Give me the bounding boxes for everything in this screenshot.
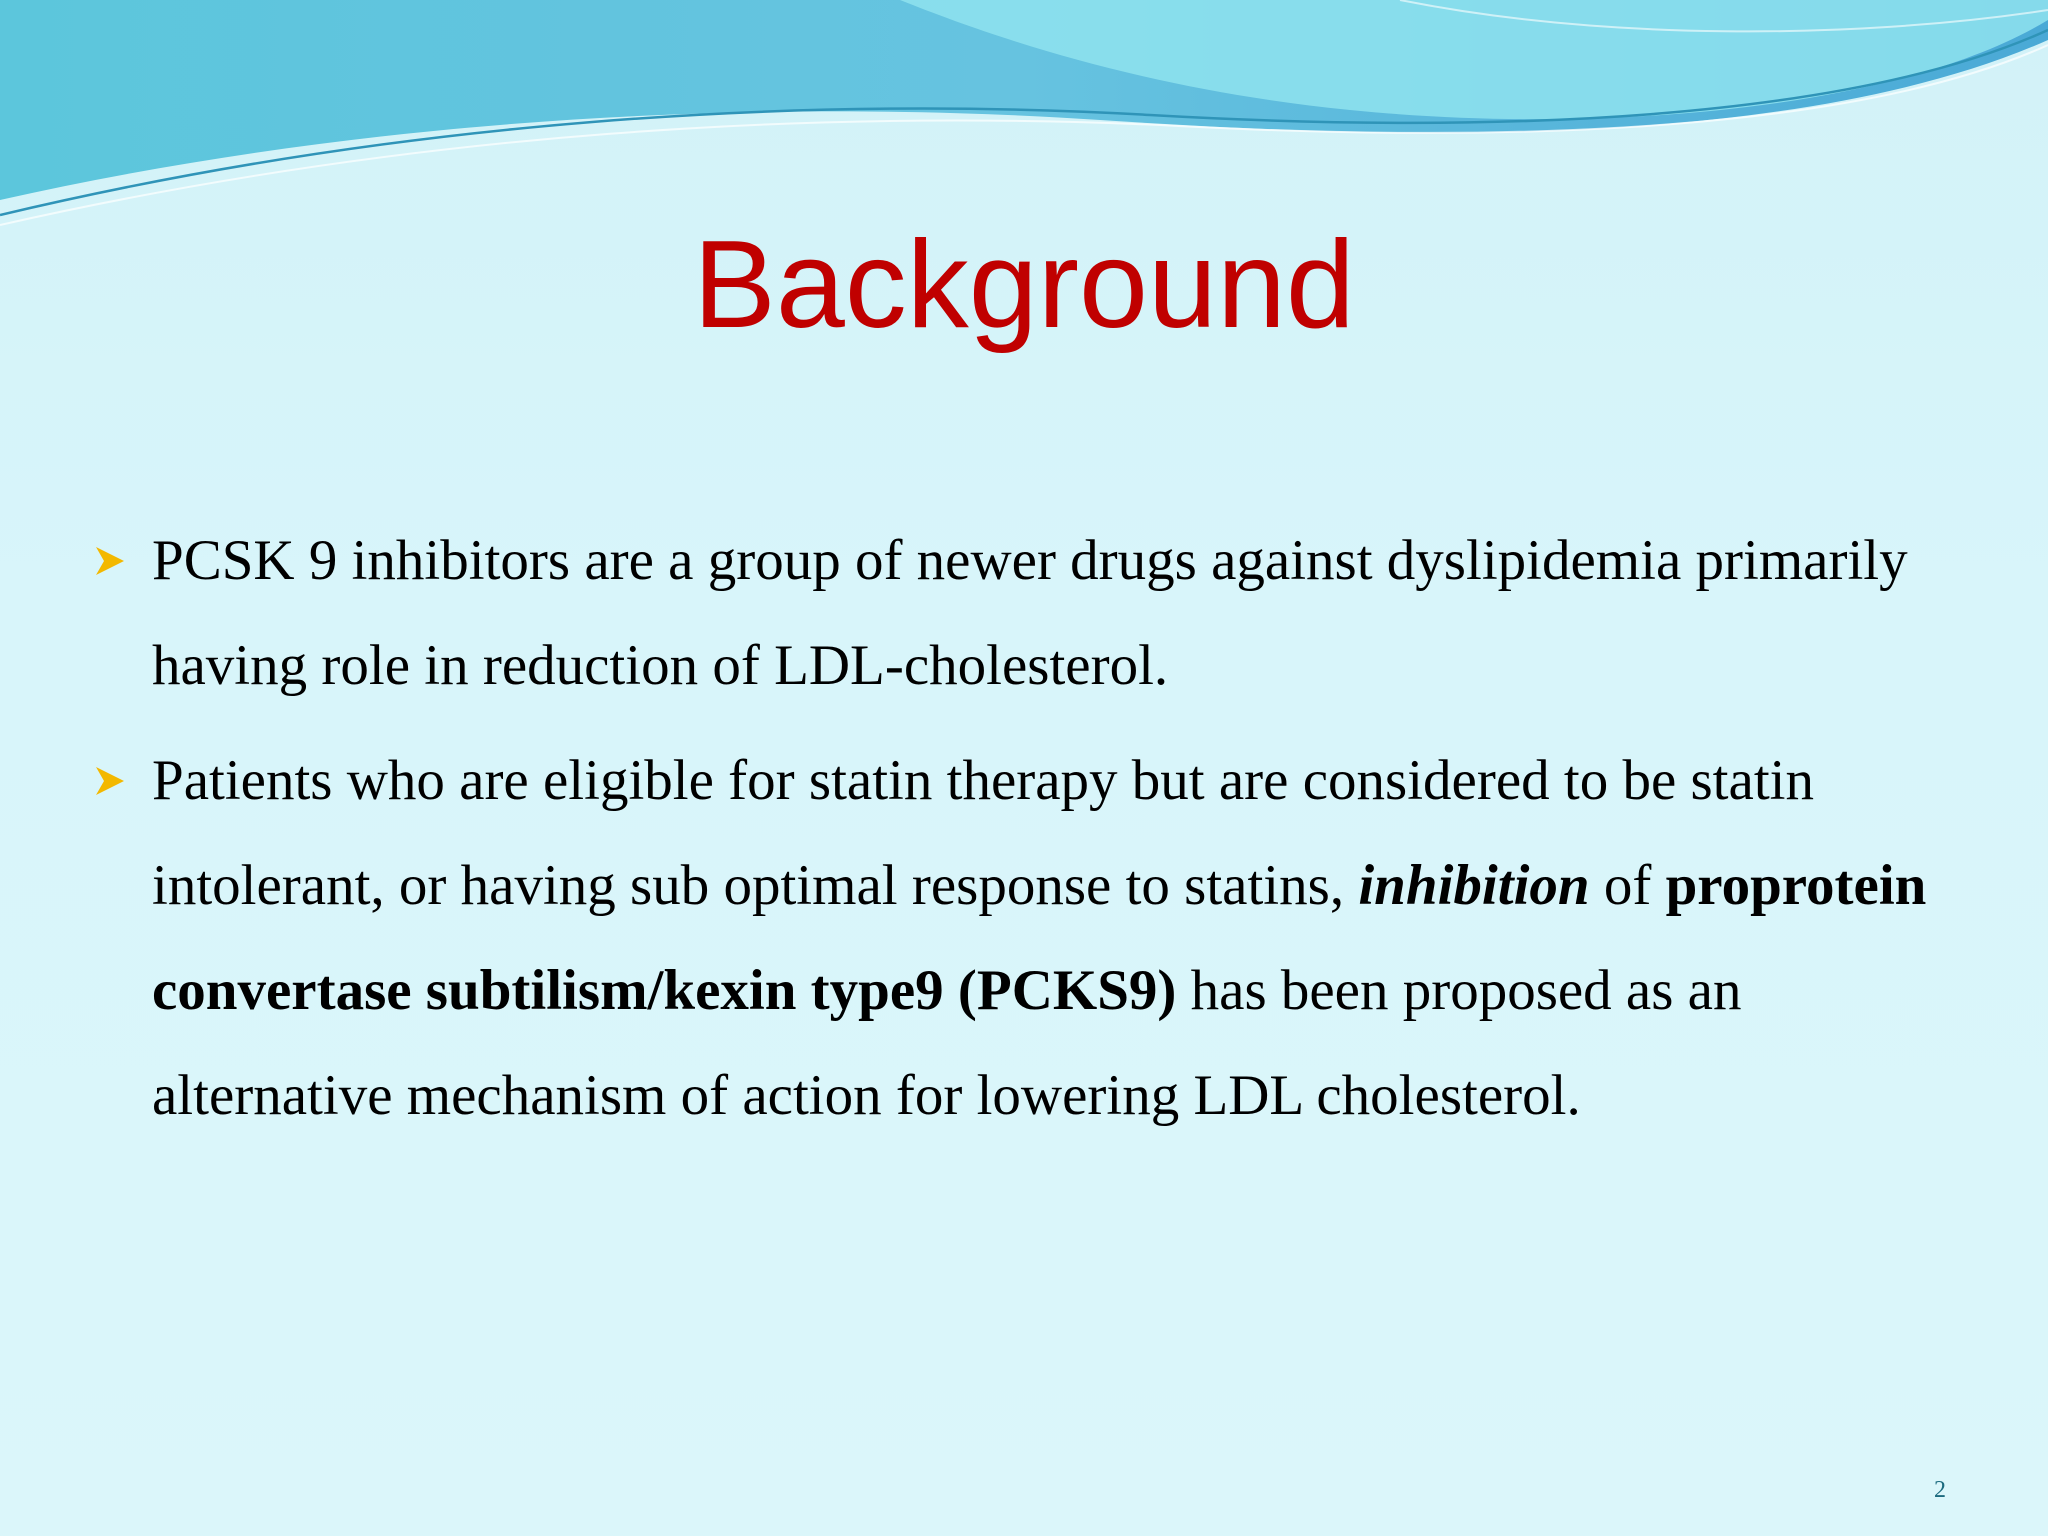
page-number: 2 [1934,1477,1946,1503]
arrowhead-bullet-icon [92,763,128,799]
bullet-item [92,508,1992,718]
bullet-text: of [1589,854,1666,917]
bullet-text: has been proposed as an alternative mechanism of action for lowering LDL cholesterol. [152,959,1742,1127]
bullet-emphasis: inhibition [1358,854,1590,917]
arrowhead-bullet-icon [92,543,128,579]
slide-title: Background [693,216,1355,354]
bullet-text: PCSK 9 inhibitors are a group of newer drugs against dyslipidemia primarily having role in reduction of LDL-cholesterol. [152,529,1908,697]
bullet-list [92,508,1992,1158]
bullet-emphasis: proprotein convertase subtilism/kexin type9 (PCKS9) [152,854,1927,1022]
bullet-item [92,728,1992,1148]
bullet-text: Patients who are eligible for statin therapy but are considered to be statin intolerant, or having sub optimal response to statins, [152,749,1814,917]
